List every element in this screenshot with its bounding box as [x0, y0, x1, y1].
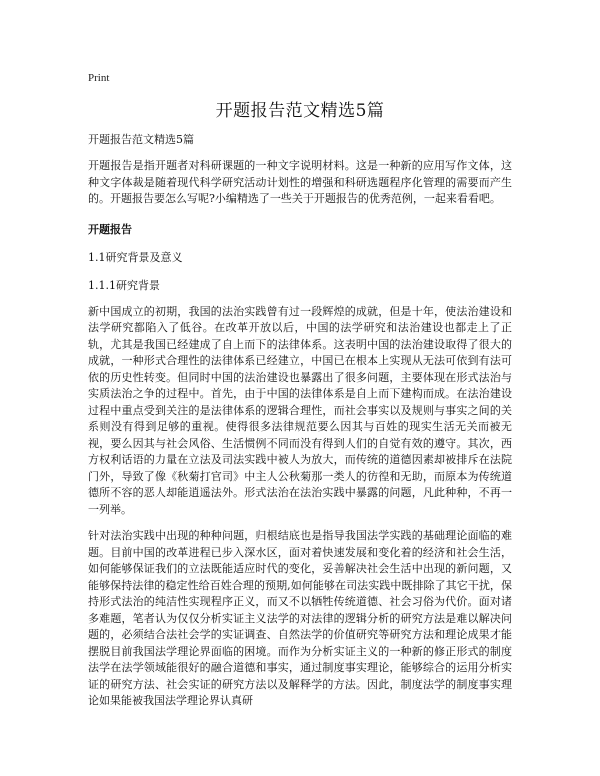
intro-paragraph: 开题报告是指开题者对科研课题的一种文字说明材料。这是一种新的应用写作文体，这种文字体裁是随着现代科学研究活动计划性的增强和科研选题程序化管理的需要而产生的。开题报告要怎么写呢?小编精选了一些关于开题报告的优秀范例，一起来看看吧。	[88, 159, 512, 205]
page-title: 开题报告范文精选5篇	[215, 101, 385, 121]
body-paragraph-1: 新中国成立的初期，我国的法治实践曾有过一段辉煌的成就，但是十年，使法治建设和法学研究都陷入了低谷。在改革开放以后，中国的法学研究和法治建设也都走上了正轨，尤其是我国已经建成了自上而下的法律体系。这表明中国的法治建设取得了很大的成就，一种形式合理性的法律体系已经建立，中国已在根本上实现从无法可依到有法可依的历史性转变。但同时中国的法治建设也暴露出了很多问题，主要体现在形式法治与实质法治之争的过程中。首先，由于中国的法律体系是自上而下建构而成。在法治建设过程中重点受到关注的是法律体系的逻辑合理性，而社会事实以及规则与事实之间的关系则没有得到足够的重视。使得很多法律规范要么因其与百姓的现实生活无关而被无视，要么因其与社会风俗、生活惯例不同而没有得到人们的自觉有效的遵守。其次，西方权利话语的力量在立法及司法实践中被人为放大，而传统的道德因素却被排斥在法院门外，导致了像《秋菊打官司》中主人公秋菊那一类人的彷徨和无助，而原本为传统道德所不容的恶人却能逍遥法外。形式法治在法治实践中暴露的问题，凡此种种，不再一一列举。	[88, 304, 512, 516]
document-subtitle: 开题报告范文精选5篇	[88, 133, 194, 146]
section-1-1-1-heading: 1.1.1研究背景	[88, 278, 160, 292]
print-label: Print	[88, 72, 110, 84]
body-paragraph-2: 针对法治实践中出现的种种问题，归根结底也是指导我国法学实践的基础理论面临的难题。目前中国的改革进程已步入深水区，面对着快速发展和变化着的经济和社会生活，如何能够保证我们的立法既能适应时代的变化，妥善解决社会生活中出现的新问题，又能够保持法律的稳定性给百姓合理的预期,如何能够在司法实践中既排除了其它干扰，保持形式法治的纯洁性实现程序正义，而又不以牺牲传统道德、社会习俗为代价。面对诸多难题，笔者认为仅仅分析实证主义法学的对法律的逻辑分析的研究方法是难以解决问题的，必须结合法社会学的实证调查、自然法学的价值研究等研究方法和理论成果才能摆脱目前我国法学理论界面临的困境。而作为分析实证主义的一种新的修正形式的制度法学在法学领域能很好的融合道德和事实，通过制度事实理论，能够综合的运用分析实证的研究方法、社会实证的研究方法以及解释学的方法。因此，制度法学的制度事实理论如果能被我国法学理论界认真研	[88, 529, 512, 707]
section-heading: 开题报告	[88, 222, 132, 236]
section-1-1-heading: 1.1研究背景及意义	[88, 250, 183, 264]
